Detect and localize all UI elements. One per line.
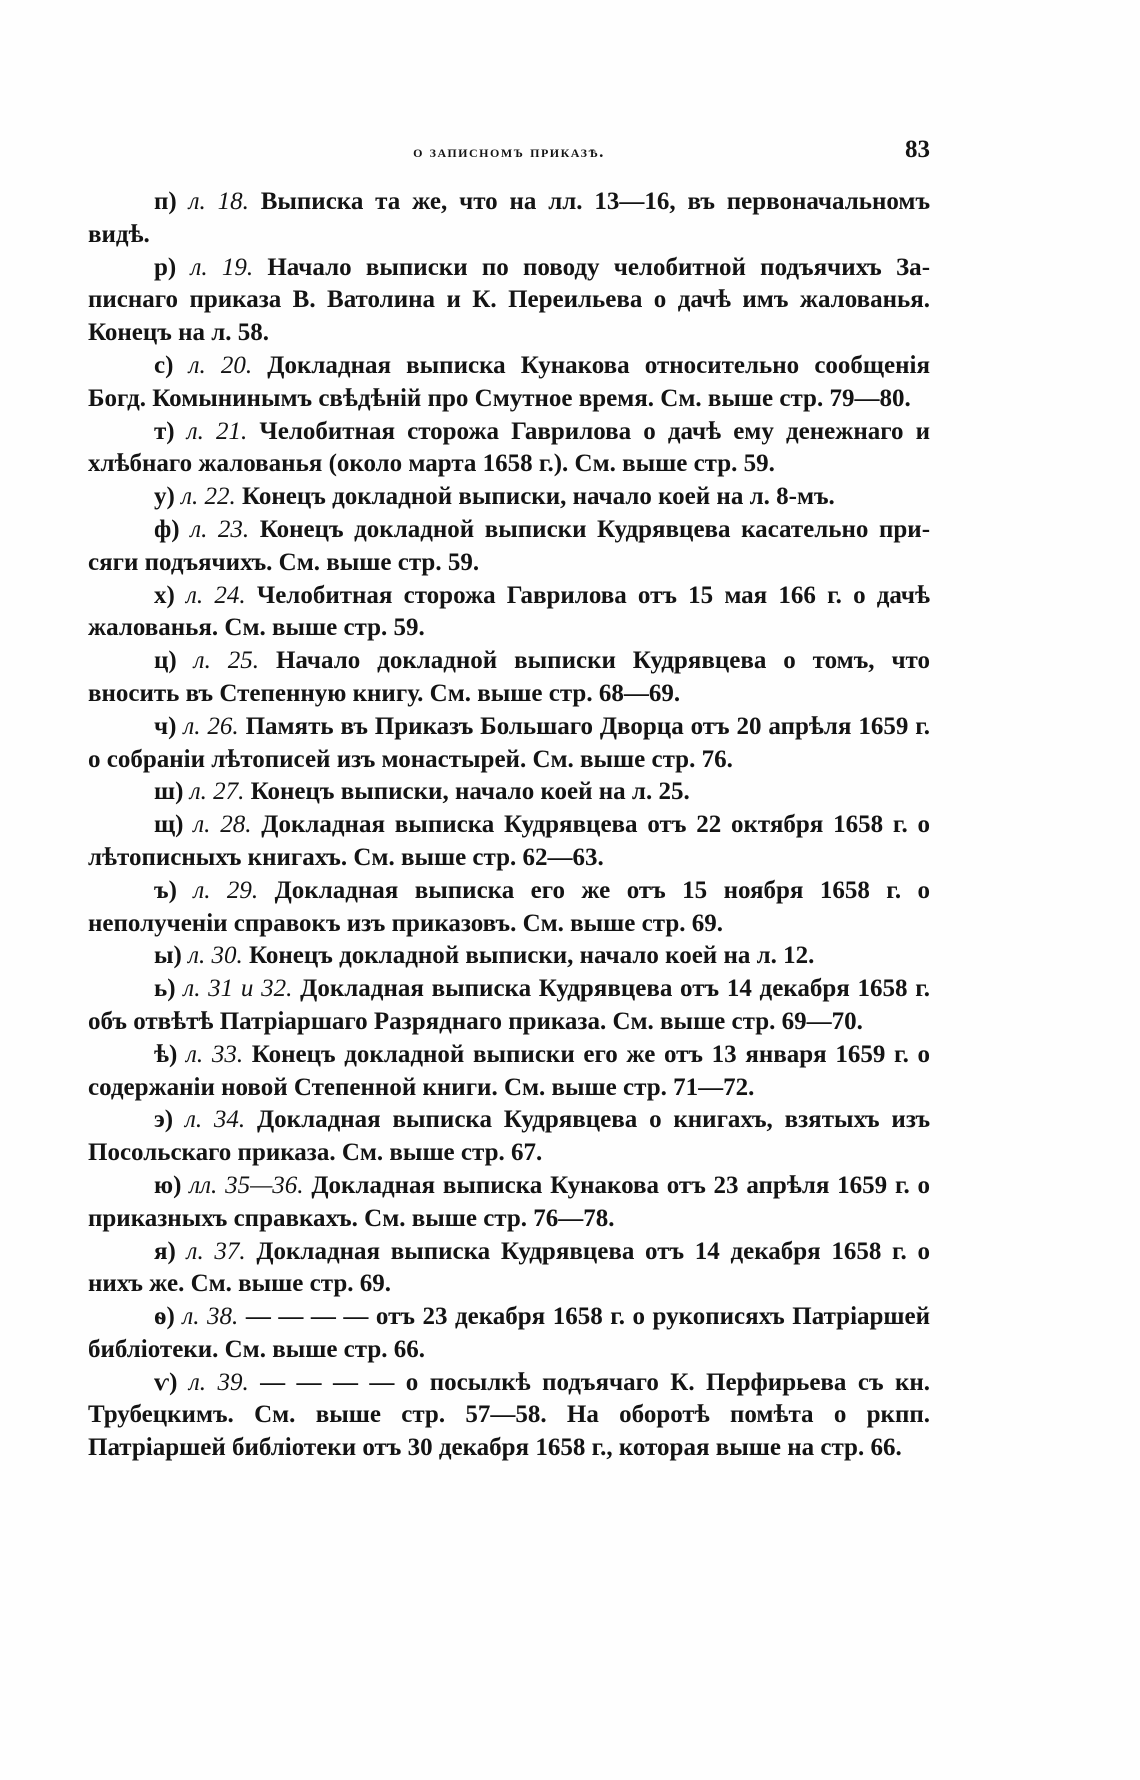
entry-text: Начало выписки по поводу челобитной подъячихъ Записнаго приказа В. Ватолина и К. Переильева о дачѣ имъ жалованья. Конецъ на л. 58.: [88, 253, 931, 347]
running-title: о записномъ приказѣ.: [413, 142, 605, 161]
list-item: [88, 776, 930, 809]
entry-text: — — — — отъ 23 декабря 1658 г. о рукописяхъ Патріаршей библіотеки. См. выше стр. 66.: [88, 1303, 931, 1363]
entry-letter: щ): [154, 811, 184, 839]
entry-folio-reference: л. 29.: [193, 876, 259, 904]
list-item: [88, 350, 930, 416]
list-item: [88, 875, 930, 941]
entry-letter: р): [154, 253, 177, 281]
entry-folio-reference: л. 19.: [190, 253, 254, 281]
page-number: 83: [905, 136, 930, 163]
entry-text: Конецъ докладной выписки, начало коей на л. 8-мъ.: [241, 483, 835, 511]
entry-folio-reference: л. 25.: [193, 647, 260, 675]
entry-text: Память въ Приказъ Большаго Дворца отъ 20 апрѣля 1659 г. о собраніи лѣтописей изъ монастырей. См. выше стр. 76.: [88, 712, 931, 773]
entry-folio-reference: л. 33.: [186, 1040, 244, 1068]
entry-text: Конецъ докладной выписки Кудрявцева касательно присяги подъячихъ. См. выше стр. 59.: [88, 515, 931, 576]
list-item: [88, 940, 930, 973]
entry-text: Конецъ докладной выписки, начало коей на л. 12.: [249, 942, 815, 970]
entry-folio-reference: лл. 35—36.: [189, 1171, 304, 1199]
list-item: [88, 711, 930, 777]
entry-folio-reference: л. 21.: [186, 417, 248, 445]
entry-folio-reference: л. 30.: [188, 942, 243, 970]
entry-letter: ѵ): [154, 1368, 178, 1396]
entry-letter: ы): [154, 942, 182, 970]
list-item: [88, 809, 930, 875]
entry-letter: я): [154, 1237, 176, 1265]
entry-letter: ь): [154, 975, 176, 1003]
entry-text: Конецъ выписки, начало коей на л. 25.: [250, 778, 690, 806]
entry-folio-reference: л. 22.: [181, 483, 236, 511]
entry-letter: э): [154, 1106, 174, 1134]
entry-folio-reference: л. 28.: [193, 811, 252, 839]
entry-text: Докладная выписка Кунакова относительно сообщенія Богд. Комынинымъ свѣдѣній про Смутное время. См. выше стр. 79—80.: [88, 351, 930, 412]
entry-list: [88, 186, 930, 1465]
list-item: [88, 186, 930, 252]
entry-letter: ш): [154, 778, 184, 806]
entry-text: Выписка та же, что на лл. 13—16, въ первоначальномъ видѣ.: [88, 188, 931, 248]
list-item: [88, 1301, 930, 1367]
entry-text: Челобитная сторожа Гаврилова отъ 15 мая 166 г. о дачѣ жалованья. См. выше стр. 59.: [88, 581, 931, 642]
entry-letter: п): [154, 188, 177, 215]
entry-folio-reference: л. 31 и 32.: [183, 975, 293, 1003]
entry-folio-reference: л. 38.: [182, 1303, 239, 1331]
list-item: [88, 1104, 930, 1170]
entry-letter: ф): [154, 515, 180, 543]
entry-letter: ч): [154, 712, 177, 740]
list-item: [88, 1236, 930, 1302]
entry-letter: ю): [154, 1171, 182, 1199]
list-item: [88, 973, 930, 1039]
entry-letter: с): [154, 351, 174, 379]
entry-text: Докладная выписка Кудрявцева отъ 14 декабря 1658 г. объ отвѣтѣ Патріаршаго Разряднаго приказа. См. выше стр. 69—70.: [88, 975, 931, 1035]
entry-letter: у): [154, 483, 175, 511]
entry-text: Начало докладной выписки Кудрявцева о томъ, что вносить въ Степенную книгу. См. выше стр. 68—69.: [88, 647, 930, 707]
entry-text: Докладная выписка Кудрявцева отъ 22 октября 1658 г. о лѣтописныхъ книгахъ. См. выше стр. 62—63.: [88, 811, 931, 871]
entry-text: Докладная выписка Кунакова отъ 23 апрѣля 1659 г. о приказныхъ справкахъ. См. выше стр. 76—78.: [88, 1171, 931, 1232]
entry-folio-reference: л. 18.: [188, 188, 249, 215]
entry-folio-reference: л. 24.: [186, 581, 246, 609]
list-item: [88, 1170, 930, 1236]
entry-folio-reference: л. 39.: [188, 1368, 249, 1396]
entry-folio-reference: л. 37.: [186, 1237, 246, 1265]
entry-text: Докладная выписка его же отъ 15 ноября 1658 г. о неполученіи справокъ изъ приказовъ. См. выше стр. 69.: [88, 876, 931, 937]
list-item: [88, 645, 930, 711]
entry-letter: х): [154, 581, 175, 609]
entry-letter: ц): [154, 647, 177, 675]
entry-text: — — — — о посылкѣ подъячаго К. Перфирьева съ кн. Трубецкимъ. См. выше стр. 57—58. На оборотѣ помѣта о ркпп. Патріаршей библіотеки отъ 30 декабря 1658 г., которая выше на стр. 66.: [88, 1368, 930, 1462]
list-item: [88, 416, 930, 482]
list-item: [88, 580, 930, 646]
entry-folio-reference: л. 34.: [184, 1106, 246, 1134]
entry-letter: ѣ): [154, 1040, 178, 1068]
entry-text: Челобитная сторожа Гаврилова о дачѣ ему денежнаго и хлѣбнаго жалованья (около марта 1658 г.). См. выше стр. 59.: [88, 417, 930, 478]
entry-folio-reference: л. 26.: [183, 712, 239, 740]
entry-letter: т): [154, 417, 175, 445]
entry-folio-reference: л. 23.: [190, 515, 250, 543]
entry-letter: ѳ): [154, 1303, 175, 1331]
running-head: [88, 138, 930, 172]
entry-text: Докладная выписка Кудрявцева отъ 14 декабря 1658 г. о нихъ же. См. выше стр. 69.: [88, 1237, 930, 1298]
list-item: [88, 1039, 930, 1105]
list-item: [88, 1367, 930, 1465]
entry-folio-reference: л. 20.: [188, 351, 253, 379]
list-item: [88, 252, 930, 350]
list-item: [88, 481, 930, 514]
entry-text: Докладная выписка Кудрявцева о книгахъ, взятыхъ изъ Посольскаго приказа. См. выше стр. 67.: [88, 1106, 931, 1167]
entry-folio-reference: л. 27.: [189, 778, 245, 806]
list-item: [88, 514, 930, 580]
entry-text: Конецъ докладной выписки его же отъ 13 января 1659 г. о содержаніи новой Степенной книги. См. выше стр. 71—72.: [88, 1040, 930, 1101]
entry-letter: ъ): [154, 876, 177, 904]
